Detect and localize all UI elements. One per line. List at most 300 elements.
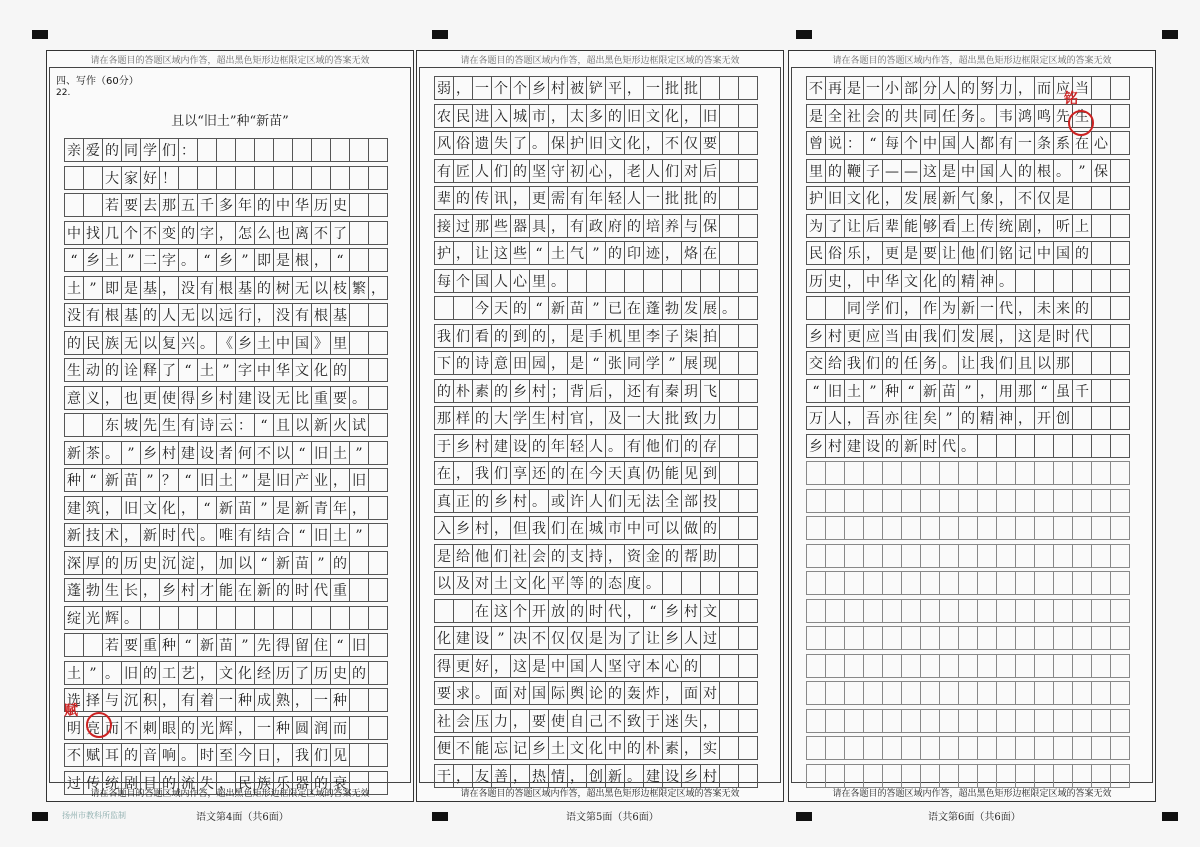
grid-cell: ， [624,599,644,623]
grid-cell [719,461,739,485]
grid-cell: 史 [140,551,160,575]
grid-cell [1015,626,1035,650]
grid-cell: 人 [586,489,606,513]
grid-cell: 人 [958,131,978,155]
grid-cell: 文 [844,186,864,210]
grid-cell: 张 [605,351,625,375]
grid-cell [901,626,921,650]
grid-cell: 国 [529,681,549,705]
grid-cell [1053,681,1073,705]
grid-cell [178,166,198,190]
grid-cell: 的 [178,716,198,740]
grid-cell: 。 [977,104,997,128]
grid-cell: 展 [700,296,720,320]
answer-panel-page-6 [788,50,1156,802]
grid-cell: 同 [121,138,141,162]
grid-cell: 复 [159,331,179,355]
grid-cell: 先 [254,633,274,657]
grid-cell [719,131,739,155]
grid-cell: 样 [453,406,473,430]
grid-cell: 每 [882,131,902,155]
grid-cell: 何 [235,441,255,465]
grid-cell: 他 [643,434,663,458]
grid-cell: 文 [292,358,312,382]
grid-cell: 离 [292,221,312,245]
grid-cell: 曾 [806,131,826,155]
grid-cell: 的 [510,296,530,320]
grid-cell: 于 [434,434,454,458]
grid-cell: 社 [510,544,530,568]
grid-cell: 上 [958,214,978,238]
grid-cell: 展 [977,324,997,348]
grid-cell: 护 [806,186,826,210]
grid-cell: 国 [292,331,312,355]
grid-cell: “ [643,599,663,623]
grid-cell: 后 [586,379,606,403]
grid-cell: 不 [806,76,826,100]
grid-cell: ， [1015,76,1035,100]
grid-cell: 东 [102,413,122,437]
grid-cell: 玥 [681,379,701,403]
grid-cell: 大 [643,406,663,430]
grid-cell: 未 [1034,296,1054,320]
grid-cell [1072,764,1092,788]
grid-cell: 能 [662,461,682,485]
grid-cell: 于 [643,709,663,733]
grid-cell: ， [453,76,473,100]
grid-cell [1053,434,1073,458]
grid-cell [1091,489,1111,513]
grid-cell: 生 [529,406,549,430]
grid-cell: 的 [140,661,160,685]
grid-cell: 统 [996,214,1016,238]
grid-cell [1034,544,1054,568]
grid-cell [738,599,758,623]
grid-cell [939,626,959,650]
grid-cell: 的 [605,104,625,128]
grid-cell: 生 [102,578,122,602]
grid-cell: 社 [434,709,454,733]
grid-cell: 创 [1053,406,1073,430]
grid-cell: 的 [121,743,141,767]
grid-cell: 代 [178,523,198,547]
grid-cell: 被 [567,76,587,100]
grid-cell [738,736,758,760]
grid-cell: 及 [605,406,625,430]
grid-cell: 真 [624,461,644,485]
grid-cell: 机 [605,324,625,348]
grid-cell: 批 [662,186,682,210]
grid-cell: ， [605,379,625,403]
grid-cell: 史 [825,269,845,293]
grid-cell: ； [548,379,568,403]
grid-cell: 应 [1053,76,1073,100]
grid-cell: 。 [102,661,122,685]
page-label: 语文第6面（共6面） [928,812,1021,823]
grid-cell: 以 [311,276,331,300]
grid-cell: 艺 [178,661,198,685]
grid-cell: 精 [977,406,997,430]
grid-cell [806,461,826,485]
grid-cell: 中 [273,193,293,217]
grid-cell: 给 [825,351,845,375]
grid-cell: 的 [681,654,701,678]
grid-cell [1072,626,1092,650]
grid-cell [939,544,959,568]
grid-cell: 让 [844,214,864,238]
grid-cell: 们 [548,516,568,540]
grid-cell: 且 [273,413,293,437]
grid-cell: 弱 [434,76,454,100]
grid-cell: 赋 [83,743,103,767]
grid-cell [977,434,997,458]
grid-cell: 务 [958,104,978,128]
grid-cell: 。 [178,743,198,767]
grid-cell [1091,241,1111,265]
grid-cell [863,599,883,623]
grid-cell: 入 [434,516,454,540]
grid-cell [920,599,940,623]
grid-cell: 有 [235,523,255,547]
grid-cell: 基 [330,303,350,327]
grid-cell [1034,709,1054,733]
grid-cell [806,489,826,513]
grid-cell: 的 [349,661,369,685]
grid-cell [1110,241,1130,265]
grid-cell: 新 [140,523,160,547]
grid-cell: 民 [453,104,473,128]
grid-cell: 一 [977,296,997,320]
grid-cell [806,654,826,678]
grid-cell [64,633,84,657]
grid-cell: 沉 [159,551,179,575]
grid-cell [806,681,826,705]
grid-cell: 们 [491,461,511,485]
empty-grid-row [806,571,1129,595]
grid-cell [738,516,758,540]
grid-cell: 热 [529,764,549,788]
grid-cell: 新 [311,413,331,437]
grid-cell [64,413,84,437]
grid-cell [719,599,739,623]
grid-cell: 旧 [197,468,217,492]
grid-cell [863,544,883,568]
grid-cell: 土 [64,276,84,300]
grid-cell: 才 [197,578,217,602]
grid-cell: 爱 [83,138,103,162]
grid-cell: 不 [605,709,625,733]
grid-cell: 正 [453,489,473,513]
grid-cell [235,138,255,162]
grid-cell: “ [863,131,883,155]
grid-cell: 社 [844,104,864,128]
grid-cell: 化 [624,131,644,155]
grid-cell: 一 [624,406,644,430]
grid-row [434,269,757,293]
grid-cell: 当 [882,324,902,348]
grid-cell [330,606,350,630]
grid-row [434,296,757,320]
grid-cell [1091,296,1111,320]
grid-cell: 失 [197,771,217,795]
grid-cell: ， [510,764,530,788]
grid-cell: 真 [434,489,454,513]
grid-cell [1053,654,1073,678]
grid-cell: 要 [920,241,940,265]
grid-cell [1072,654,1092,678]
grid-cell: 们 [491,159,511,183]
grid-cell: 择 [83,688,103,712]
grid-cell: 听 [1053,214,1073,238]
grid-cell: 法 [643,489,663,513]
grid-cell: 旧 [311,441,331,465]
grid-cell: 住 [311,633,331,657]
grid-cell [996,709,1016,733]
grid-cell: 不 [140,221,160,245]
grid-cell: 投 [700,489,720,513]
grid-cell [349,193,369,217]
grid-row [64,276,387,300]
grid-cell: 。 [197,331,217,355]
grid-cell [681,269,701,293]
grid-cell [1053,461,1073,485]
grid-cell: 的 [330,358,350,382]
grid-cell: 。 [958,434,978,458]
grid-cell: 村 [529,379,549,403]
grid-cell: 树 [273,276,293,300]
grid-cell: 根 [311,303,331,327]
grid-cell: ！ [159,166,179,190]
grid-cell [1110,351,1130,375]
grid-cell: 个 [901,131,921,155]
grid-cell [1034,626,1054,650]
grid-cell [863,709,883,733]
grid-row [434,406,757,430]
grid-cell: 根 [102,303,122,327]
grid-cell: 轻 [605,186,625,210]
grid-cell: ， [996,324,1016,348]
grid-cell: 文 [643,104,663,128]
grid-cell: 有 [178,688,198,712]
grid-cell: 际 [548,681,568,705]
grid-cell: 村 [825,324,845,348]
grid-cell: 在 [434,461,454,485]
grid-cell: 。 [548,269,568,293]
grid-cell: 下 [434,351,454,375]
grid-row [64,221,387,245]
grid-cell: 。 [529,489,549,513]
grid-cell: 亲 [64,138,84,162]
grid-cell: ， [681,104,701,128]
grid-cell [1053,571,1073,595]
grid-cell: ， [453,461,473,485]
grid-cell: 初 [567,159,587,183]
grid-cell: 村 [700,764,720,788]
grid-cell: ， [901,296,921,320]
grid-cell: 族 [254,771,274,795]
grid-cell: 背 [567,379,587,403]
grid-cell [1015,599,1035,623]
grid-cell: 文 [901,269,921,293]
grid-cell: ” [662,351,682,375]
grid-cell: 学 [863,296,883,320]
grid-cell [368,386,388,410]
grid-cell: 的 [548,544,568,568]
grid-cell: 同 [844,296,864,320]
grid-cell [939,571,959,595]
grid-cell: 秦 [662,379,682,403]
grid-cell: 里 [806,159,826,183]
grid-cell: 以 [235,551,255,575]
grid-cell: 我 [472,461,492,485]
grid-cell [901,516,921,540]
grid-cell: 一 [1015,131,1035,155]
grid-cell: 老 [624,159,644,183]
grid-cell: 炸 [643,681,663,705]
grid-cell: 先 [1053,104,1073,128]
grid-cell: 乡 [216,248,236,272]
grid-cell: ， [292,688,312,712]
grid-cell: 在 [624,296,644,320]
grid-cell: 子 [662,324,682,348]
grid-cell [1110,489,1130,513]
grid-cell [719,76,739,100]
grid-cell: 云 [216,413,236,437]
grid-cell: 的 [102,551,122,575]
header-notice: 请在各题目的答题区域内作答，超出黑色矩形边框限定区域的答案无效 [832,56,1112,66]
grid-cell: 轻 [567,434,587,458]
grid-cell: 失 [681,709,701,733]
grid-cell [738,489,758,513]
grid-cell: 没 [178,276,198,300]
grid-cell: 土 [330,523,350,547]
empty-grid-row [806,709,1129,733]
grid-cell [844,654,864,678]
grid-cell: 入 [491,104,511,128]
grid-cell: 那 [1053,351,1073,375]
grid-cell: ， [844,269,864,293]
grid-cell: 的 [605,681,625,705]
grid-cell: 千 [197,193,217,217]
grid-cell: 铭 [996,241,1016,265]
grid-cell: 的 [958,76,978,100]
grid-cell: ， [216,771,236,795]
grid-cell [368,578,388,602]
grid-cell [349,716,369,740]
grid-cell: 子 [863,159,883,183]
grid-cell [1072,681,1092,705]
grid-cell: 有 [567,214,587,238]
answer-panel-page-4 [46,50,414,802]
grid-cell: 建 [64,496,84,520]
grid-cell: 太 [567,104,587,128]
grid-cell: 过 [700,626,720,650]
grid-cell: 村 [216,386,236,410]
grid-cell: 传 [472,186,492,210]
grid-cell: ， [996,186,1016,210]
grid-cell: 今 [472,296,492,320]
grid-row [434,489,757,513]
grid-cell: 的 [159,771,179,795]
grid-cell: 没 [64,303,84,327]
grid-cell [719,241,739,265]
grid-cell: 是 [254,468,274,492]
grid-cell [996,571,1016,595]
grid-cell: 风 [434,131,454,155]
grid-cell: 。 [472,681,492,705]
grid-cell: ” [491,626,511,650]
grid-cell: 朴 [453,379,473,403]
grid-row [434,681,757,705]
grid-cell: “ [64,248,84,272]
grid-cell: 这 [491,241,511,265]
grid-cell: 象 [977,186,997,210]
grid-cell [939,654,959,678]
grid-cell: 去 [140,193,160,217]
grid-cell: 们 [939,324,959,348]
grid-cell [738,131,758,155]
grid-row [806,269,1129,293]
grid-cell: ， [102,386,122,410]
grid-cell: 俗 [825,241,845,265]
grid-cell [292,166,312,190]
grid-cell: 乡 [453,516,473,540]
grid-cell: 田 [510,351,530,375]
grid-cell: 中 [64,221,84,245]
grid-cell: 国 [939,131,959,155]
grid-cell: 沉 [121,688,141,712]
grid-cell [863,764,883,788]
grid-cell [958,544,978,568]
grid-cell: 乡 [806,324,826,348]
grid-cell [1110,324,1130,348]
grid-cell: 些 [491,214,511,238]
grid-cell: 新 [939,186,959,210]
grid-row [434,104,757,128]
grid-cell [844,709,864,733]
grid-cell: 的 [882,434,902,458]
grid-cell: 助 [700,544,720,568]
grid-cell: 青 [311,496,331,520]
grid-cell: 或 [548,489,568,513]
grid-cell [719,571,739,595]
grid-cell [901,681,921,705]
grid-cell: ， [1034,214,1054,238]
grid-cell: 技 [83,523,103,547]
grid-cell: 做 [681,516,701,540]
grid-cell [368,331,388,355]
grid-cell [197,166,217,190]
grid-cell [719,379,739,403]
grid-cell: 新 [102,468,122,492]
grid-cell [719,489,739,513]
grid-cell [1110,654,1130,678]
grid-cell [1053,489,1073,513]
grid-cell: “ [1034,379,1054,403]
grid-cell: 》 [311,331,331,355]
empty-grid-row [806,764,1129,788]
grid-cell: 矣 [920,406,940,430]
grid-cell: 人 [586,434,606,458]
grid-cell [958,709,978,733]
grid-cell [1110,571,1130,595]
grid-cell: 神 [996,406,1016,430]
grid-cell: ？ [159,468,179,492]
grid-cell: 新 [292,496,312,520]
answer-area-border [791,67,1153,783]
grid-cell: 坚 [529,159,549,183]
grid-cell [1015,764,1035,788]
